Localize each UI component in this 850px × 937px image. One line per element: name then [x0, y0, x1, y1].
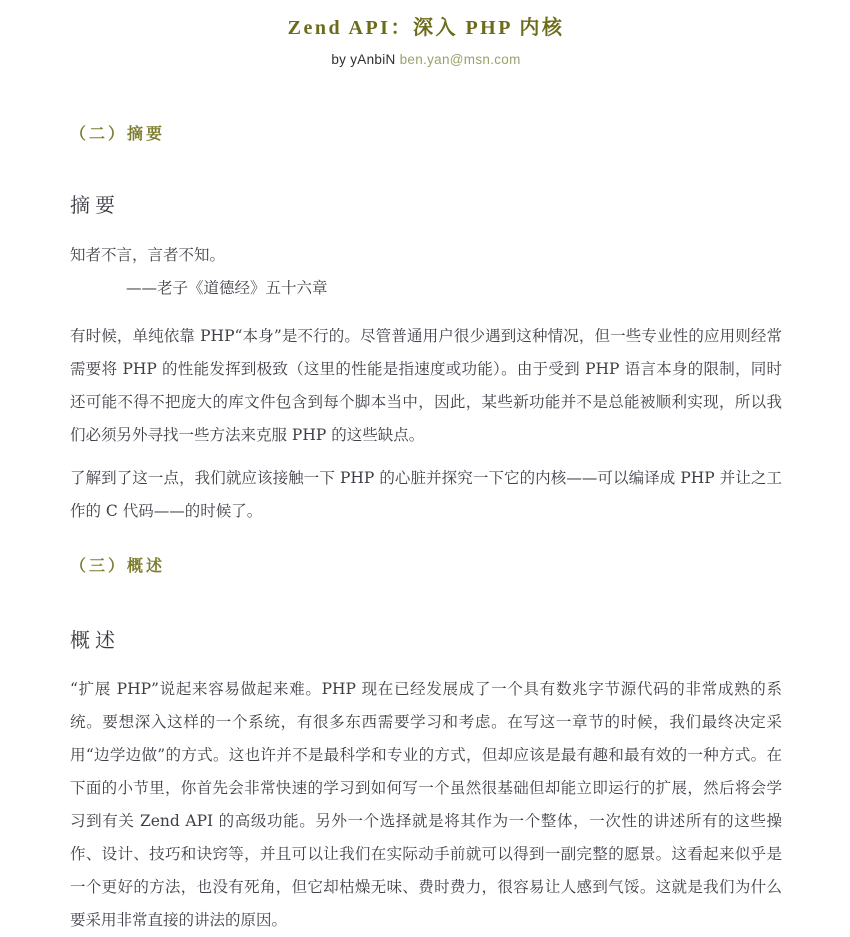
quote-block [70, 239, 782, 305]
paragraph-overview-1: “扩展 PHP”说起来容易做起来难。PHP 现在已经发展成了一个具有数兆字节源代码的非常成熟的系统。要想深入这样的一个系统，有很多东西需要学习和考虑。在写这一章节的时候，我们最终决定采用“边学边做”的方式。这也许并不是最科学和专业的方式，但却应该是最有趣和最有效的一种方式。在下面的小节里，你首先会非常快速的学习到如何写一个虽然很基础但却能立即运行的扩展，然后将会学习到有关 Zend API 的高级功能。另外一个选择就是将其作为一个整体，一次性的讲述所有的这些操作、设计、技巧和诀窍等，并且可以让我们在实际动手前就可以得到一副完整的愿景。这看起来似乎是一个更好的方法，也没有死角，但它却枯燥无味、费时费力，很容易让人感到气馁。这就是我们为什么要采用非常直接的讲法的原因。 [70, 680, 782, 929]
section-heading-abstract: （二）摘要 [70, 124, 166, 143]
quote-attribution: ——老子《道德经》五十六章 [126, 279, 328, 297]
subheading-abstract: 摘要 [70, 193, 120, 217]
section-heading-overview: （三）概述 [70, 556, 166, 575]
quote-text: 知者不言，言者不知。 [70, 246, 226, 264]
byline-author: by yAnbiN [331, 52, 400, 67]
byline [70, 52, 782, 67]
author-email-link[interactable]: ben.yan@msn.com [399, 52, 521, 67]
paragraph-abstract-1: 有时候，单纯依靠 PHP“本身”是不行的。尽管普通用户很少遇到这种情况，但一些专业性的应用则经常需要将 PHP 的性能发挥到极致（这里的性能是指速度或功能）。由于受到 PHP 语言本身的限制，同时还可能不得不把庞大的库文件包含到每个脚本当中，因此，某些新功能并不是总能被顺利实现，所以我们必须另外寻找一些方法来克服 PHP 的这些缺点。 [70, 327, 782, 444]
subheading-overview: 概述 [70, 628, 120, 652]
document-title: Zend API：深入 PHP 内核 [287, 17, 565, 39]
paragraph-abstract-2: 了解到了这一点，我们就应该接触一下 PHP 的心脏并探究一下它的内核——可以编译成 PHP 并让之工作的 C 代码——的时候了。 [70, 469, 782, 520]
